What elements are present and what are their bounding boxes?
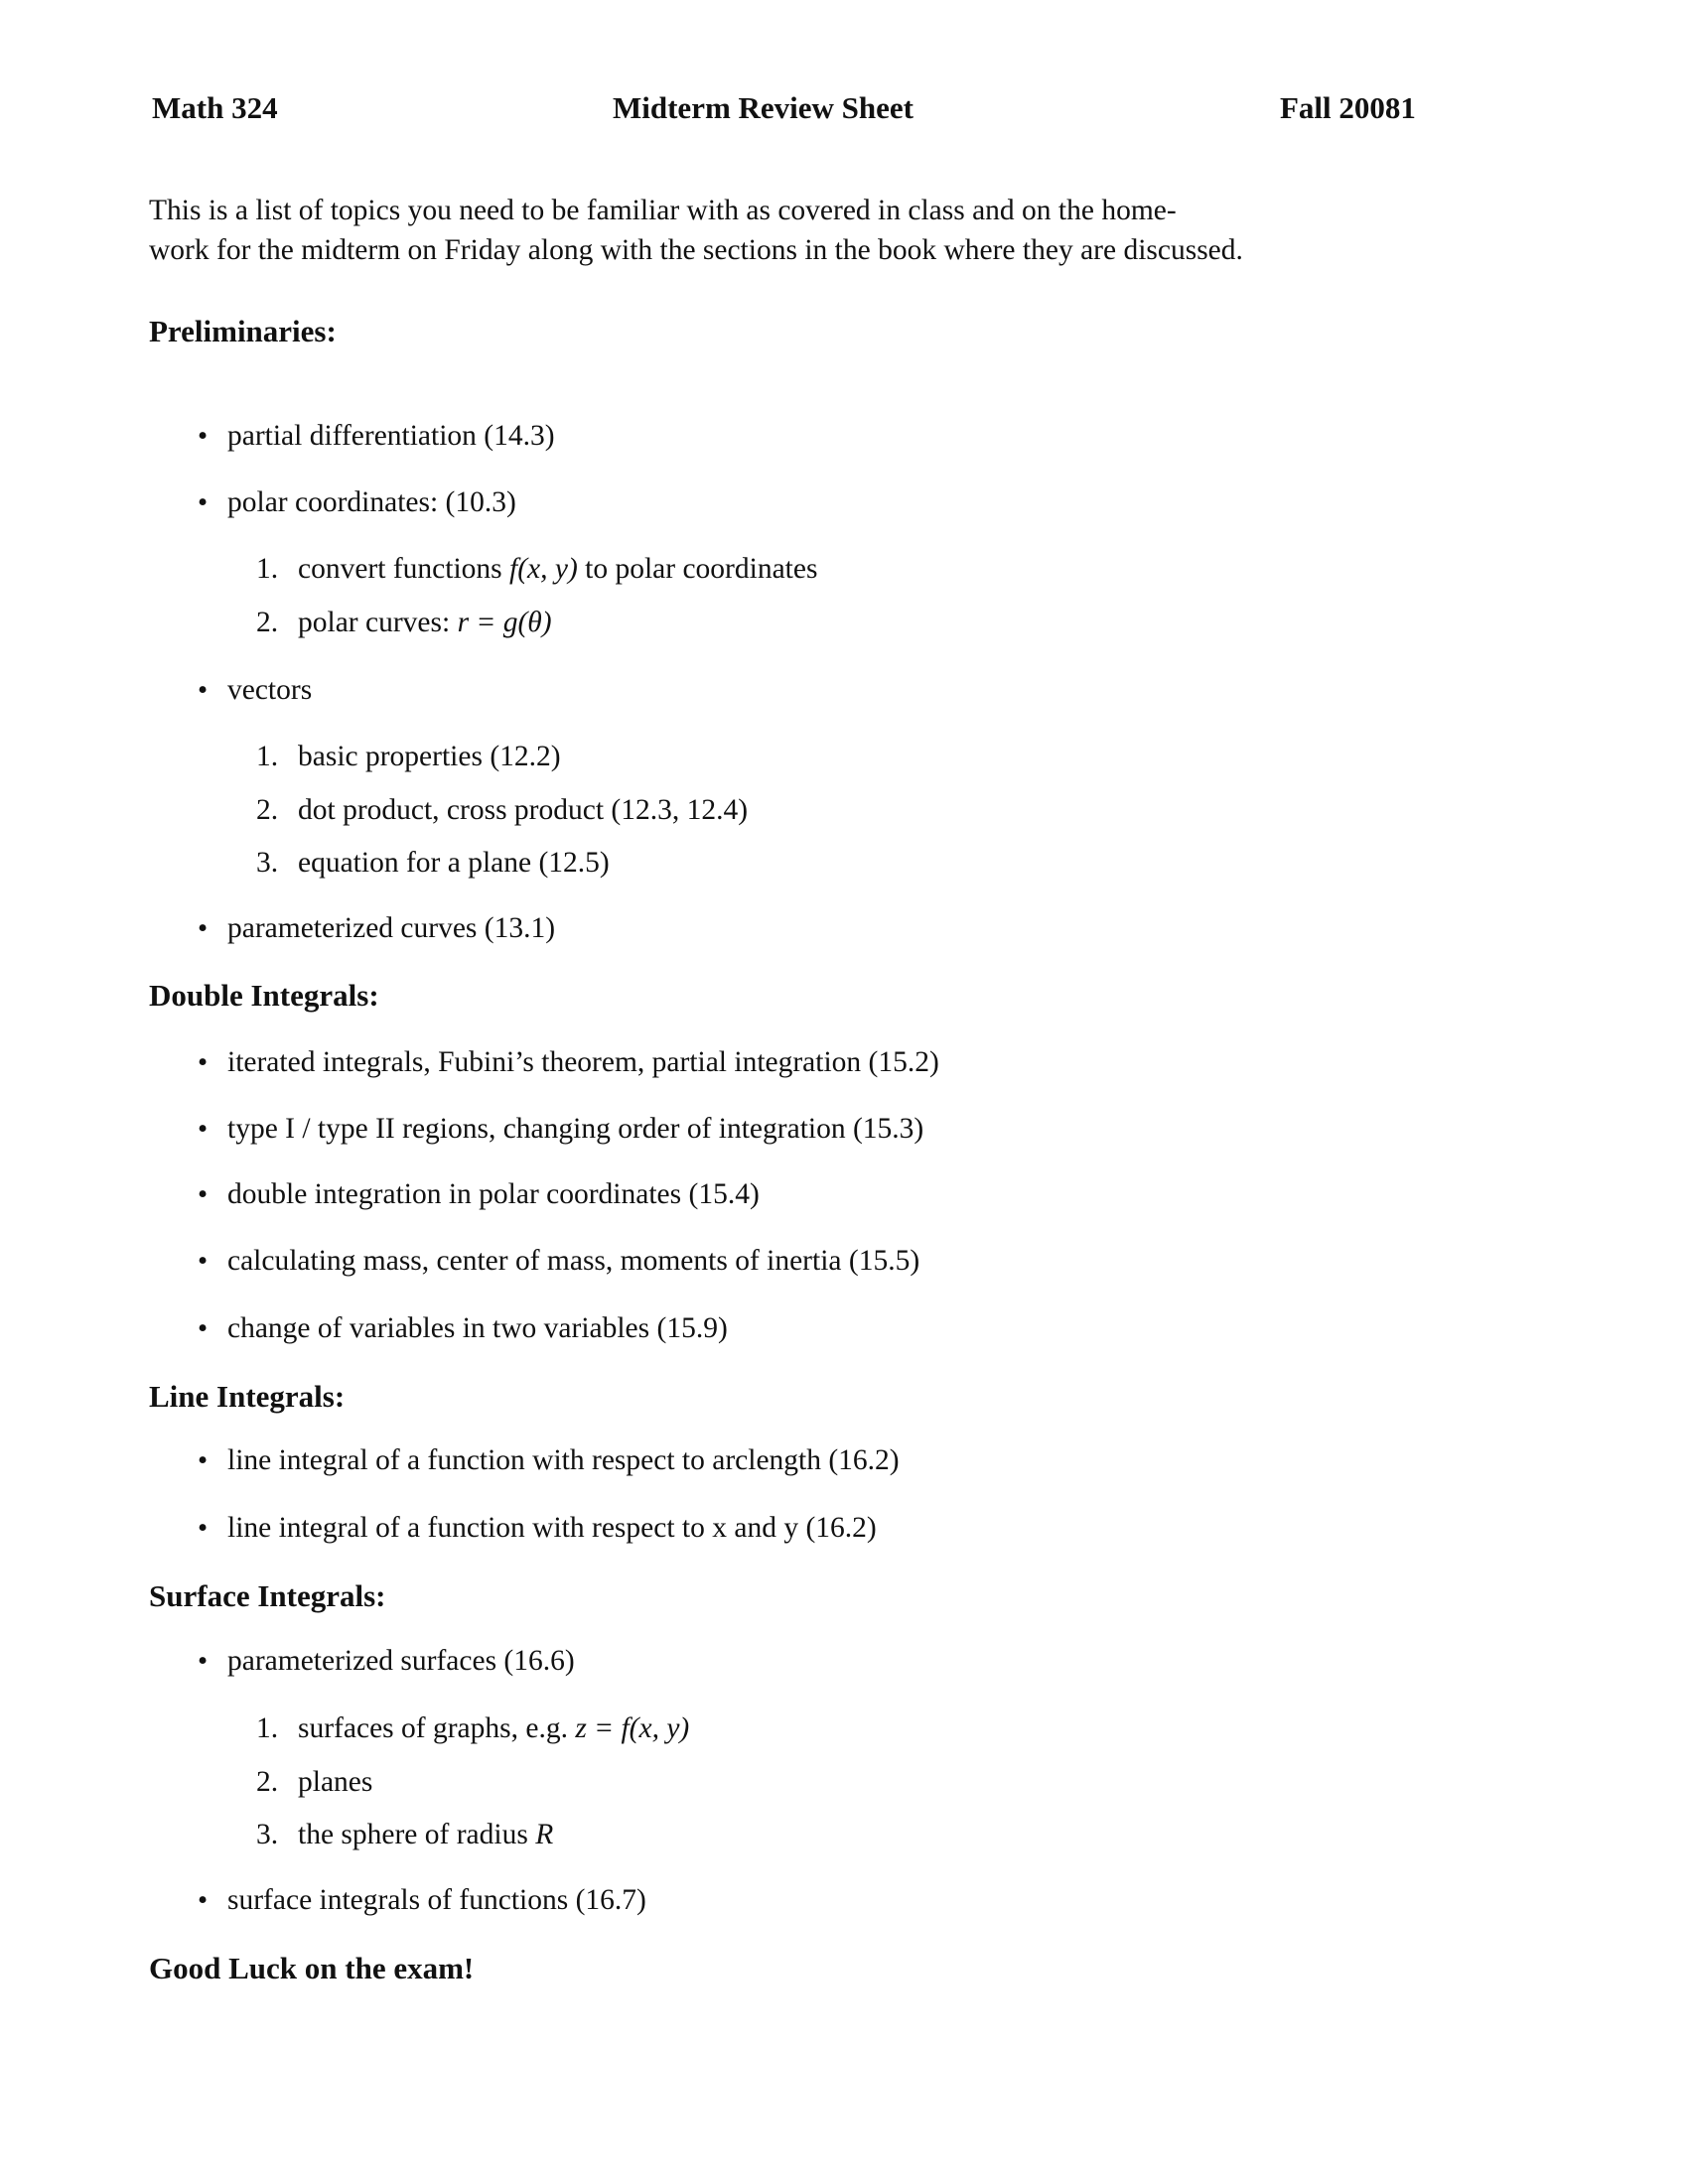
bullet-icon: •	[198, 1512, 209, 1544]
topic-item: polar coordinates: (10.3)	[227, 486, 516, 518]
subtopic-item	[298, 609, 552, 638]
subtopic-text: convert functions	[298, 553, 509, 585]
subitem-number: 2.	[256, 1766, 279, 1798]
bullet-icon: •	[198, 1046, 209, 1078]
subtopic-item	[298, 1821, 553, 1850]
bullet-icon: •	[198, 486, 209, 518]
intro-line-2: work for the midterm on Friday along with the sections in the book where they are discussed.	[149, 234, 1243, 266]
topic-item: line integral of a function with respect to arclength (16.2)	[227, 1444, 900, 1476]
bullet-icon: •	[198, 1178, 209, 1210]
topic-item: type I / type II regions, changing order of integration (15.3)	[227, 1113, 924, 1145]
bullet-icon: •	[198, 674, 209, 706]
page-title: Midterm Review Sheet	[613, 90, 914, 125]
subitem-number: 1.	[256, 553, 279, 585]
subtopic-item	[298, 1714, 689, 1744]
topic-item: parameterized curves (13.1)	[227, 912, 556, 944]
topic-item: parameterized surfaces (16.6)	[227, 1645, 575, 1677]
math-expression: r = g(θ)	[457, 607, 552, 638]
subtopic-text: polar curves:	[298, 607, 458, 638]
bullet-icon: •	[198, 1884, 209, 1916]
closing-message: Good Luck on the exam!	[149, 1951, 475, 1985]
section-heading-double-integrals: Double Integrals:	[149, 978, 379, 1013]
subtopic-item	[298, 555, 817, 585]
subtopic-item: equation for a plane (12.5)	[298, 847, 610, 879]
section-heading-preliminaries: Preliminaries:	[149, 314, 337, 348]
term-label: Fall 20081	[1280, 90, 1416, 125]
subtopic-text: to polar coordinates	[577, 553, 818, 585]
subitem-number: 1.	[256, 741, 279, 772]
math-expression: z = f(x, y)	[575, 1712, 690, 1744]
math-expression: f(x, y)	[509, 553, 578, 585]
topic-item: line integral of a function with respect to x and y (16.2)	[227, 1512, 877, 1544]
subitem-number: 3.	[256, 847, 279, 879]
math-expression: R	[535, 1819, 554, 1850]
intro-line-1: This is a list of topics you need to be familiar with as covered in class and on the home-	[149, 195, 1177, 226]
bullet-icon: •	[198, 1113, 209, 1145]
course-name: Math 324	[152, 90, 278, 125]
section-heading-surface-integrals: Surface Integrals:	[149, 1578, 386, 1613]
subitem-number: 2.	[256, 607, 279, 638]
topic-item: calculating mass, center of mass, moments of inertia (15.5)	[227, 1245, 920, 1277]
bullet-icon: •	[198, 1645, 209, 1677]
subtopic-item: basic properties (12.2)	[298, 741, 561, 772]
subtopic-item: planes	[298, 1766, 373, 1798]
subitem-number: 3.	[256, 1819, 279, 1850]
bullet-icon: •	[198, 912, 209, 944]
section-heading-line-integrals: Line Integrals:	[149, 1379, 346, 1414]
topic-item: vectors	[227, 674, 313, 706]
subtopic-text: the sphere of radius	[298, 1819, 536, 1850]
bullet-icon: •	[198, 1312, 209, 1344]
subitem-number: 2.	[256, 794, 279, 826]
topic-item: surface integrals of functions (16.7)	[227, 1884, 646, 1916]
subtopic-item: dot product, cross product (12.3, 12.4)	[298, 794, 749, 826]
bullet-icon: •	[198, 420, 209, 452]
subtopic-text: surfaces of graphs, e.g.	[298, 1712, 576, 1744]
bullet-icon: •	[198, 1245, 209, 1277]
topic-item: iterated integrals, Fubini’s theorem, partial integration (15.2)	[227, 1046, 939, 1078]
topic-item: change of variables in two variables (15.9)	[227, 1312, 728, 1344]
topic-item: double integration in polar coordinates (15.4)	[227, 1178, 760, 1210]
bullet-icon: •	[198, 1444, 209, 1476]
subitem-number: 1.	[256, 1712, 279, 1744]
topic-item: partial differentiation (14.3)	[227, 420, 555, 452]
